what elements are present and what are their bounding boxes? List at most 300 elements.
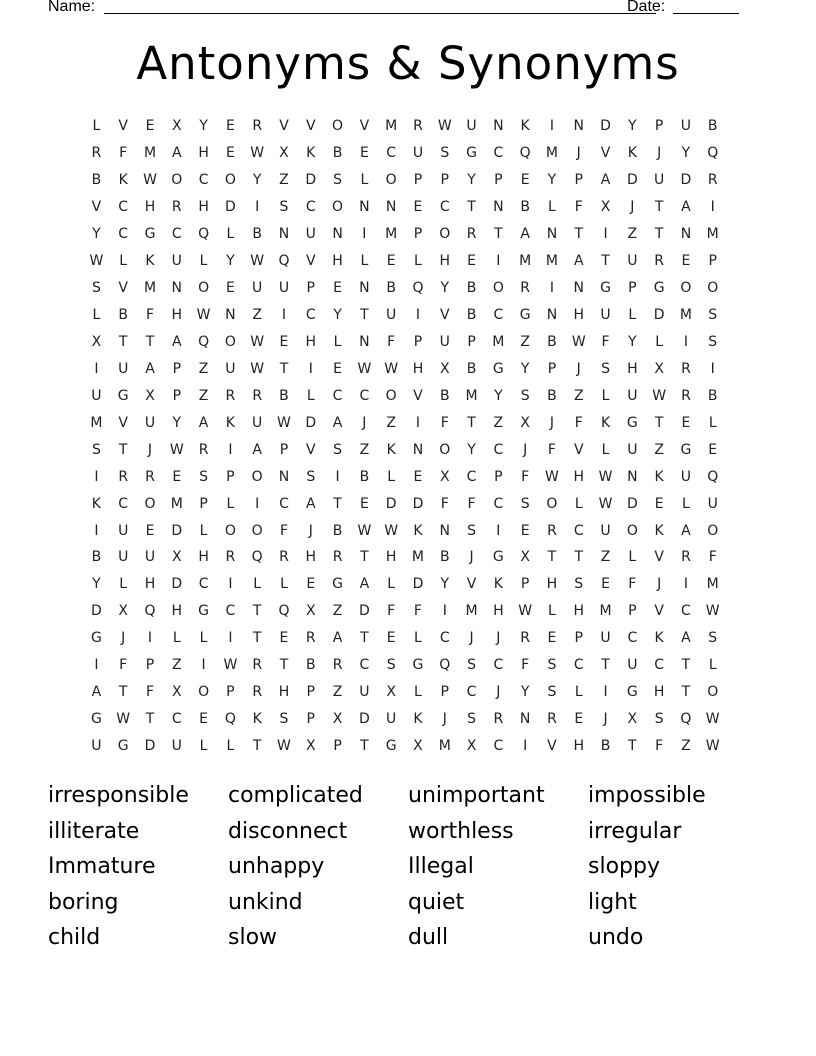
grid-letter[interactable]: C (439, 199, 450, 216)
grid-letter[interactable]: X (332, 711, 343, 728)
grid-letter[interactable]: N (359, 199, 370, 216)
grid-letter[interactable]: U (225, 360, 236, 377)
grid-letter[interactable]: F (521, 468, 530, 485)
grid-letter[interactable]: C (171, 711, 182, 728)
grid-letter[interactable]: N (493, 199, 504, 216)
grid-letter[interactable]: I (94, 522, 99, 539)
grid-letter[interactable]: U (466, 118, 477, 135)
grid-letter[interactable]: B (466, 360, 477, 377)
grid-letter[interactable]: L (601, 441, 610, 458)
grid-letter[interactable]: B (359, 468, 370, 485)
grid-letter[interactable]: R (252, 657, 263, 674)
grid-letter[interactable]: R (332, 549, 343, 566)
grid-letter[interactable]: I (362, 226, 367, 243)
grid-letter[interactable]: L (628, 549, 637, 566)
grid-letter[interactable]: L (414, 630, 422, 647)
grid-letter[interactable]: T (467, 199, 476, 216)
grid-letter[interactable]: J (576, 360, 581, 377)
grid-letter[interactable]: T (279, 360, 289, 377)
grid-letter[interactable]: B (305, 657, 316, 674)
grid-letter[interactable]: L (360, 172, 369, 189)
grid-letter[interactable]: H (573, 603, 584, 620)
grid-letter[interactable]: T (360, 630, 369, 647)
grid-letter[interactable]: C (198, 172, 209, 189)
grid-letter[interactable]: B (279, 387, 289, 404)
grid-letter[interactable]: S (91, 280, 101, 297)
grid-letter[interactable]: Z (627, 226, 638, 243)
grid-letter[interactable]: B (332, 522, 343, 539)
grid-letter[interactable]: B (547, 387, 557, 404)
grid-letter[interactable]: W (169, 441, 184, 458)
grid-letter[interactable]: C (627, 630, 638, 647)
grid-letter[interactable]: N (519, 711, 531, 728)
grid-letter[interactable]: H (198, 145, 209, 162)
grid-letter[interactable]: E (386, 630, 396, 647)
grid-letter[interactable]: R (681, 360, 691, 377)
grid-letter[interactable]: I (683, 576, 688, 593)
grid-letter[interactable]: H (385, 549, 397, 566)
grid-letter[interactable]: W (571, 333, 586, 350)
grid-letter[interactable]: F (628, 576, 637, 593)
grid-letter[interactable]: X (118, 603, 128, 620)
grid-letter[interactable]: O (707, 280, 719, 297)
grid-letter[interactable]: O (332, 118, 344, 135)
grid-letter[interactable]: N (546, 307, 558, 324)
grid-letter[interactable]: C (439, 630, 450, 647)
grid-letter[interactable]: E (225, 118, 235, 135)
grid-letter[interactable]: X (520, 414, 530, 431)
grid-letter[interactable]: J (308, 522, 313, 539)
grid-letter[interactable]: Z (332, 603, 343, 620)
grid-letter[interactable]: U (171, 253, 182, 270)
grid-letter[interactable]: U (600, 522, 611, 539)
grid-letter[interactable]: H (171, 307, 183, 324)
grid-letter[interactable]: D (305, 414, 317, 431)
grid-letter[interactable]: T (252, 630, 262, 647)
grid-letter[interactable]: U (627, 253, 638, 270)
grid-letter[interactable]: Y (440, 280, 450, 297)
grid-letter[interactable]: H (171, 603, 183, 620)
grid-letter[interactable]: S (601, 360, 610, 377)
grid-letter[interactable]: H (412, 360, 424, 377)
grid-letter[interactable]: P (413, 333, 423, 350)
grid-letter[interactable]: H (439, 253, 451, 270)
grid-letter[interactable]: W (250, 253, 265, 270)
grid-letter[interactable]: X (386, 684, 396, 701)
grid-letter[interactable]: I (549, 118, 555, 135)
grid-letter[interactable]: V (654, 549, 664, 566)
grid-letter[interactable]: L (574, 495, 583, 512)
grid-letter[interactable]: L (548, 603, 556, 620)
grid-letter[interactable]: F (387, 333, 396, 350)
grid-letter[interactable]: O (224, 172, 236, 189)
grid-letter[interactable]: S (520, 387, 530, 404)
grid-letter[interactable]: R (252, 387, 263, 404)
grid-letter[interactable]: T (252, 603, 262, 620)
grid-letter[interactable]: U (91, 738, 102, 755)
grid-letter[interactable]: Z (279, 172, 289, 189)
grid-letter[interactable]: H (278, 684, 290, 701)
grid-letter[interactable]: T (118, 333, 128, 350)
grid-letter[interactable]: E (279, 333, 289, 350)
grid-letter[interactable]: V (279, 118, 289, 135)
grid-letter[interactable]: R (252, 684, 263, 701)
grid-letter[interactable]: Y (681, 145, 691, 162)
grid-letter[interactable]: T (628, 738, 637, 755)
grid-letter[interactable]: Y (520, 360, 530, 377)
grid-letter[interactable]: W (277, 414, 291, 431)
grid-letter[interactable]: G (626, 684, 638, 701)
grid-letter[interactable]: X (171, 684, 182, 701)
grid-letter[interactable]: H (198, 549, 209, 566)
grid-letter[interactable]: U (627, 387, 638, 404)
grid-letter[interactable]: J (496, 684, 501, 701)
grid-letter[interactable]: K (225, 414, 235, 431)
grid-letter[interactable]: M (438, 738, 451, 755)
grid-letter[interactable]: L (199, 738, 208, 755)
grid-letter[interactable]: A (172, 145, 182, 162)
name-blank-line[interactable] (104, 13, 656, 14)
grid-letter[interactable]: O (492, 280, 504, 297)
grid-letter[interactable]: M (411, 549, 424, 566)
grid-letter[interactable]: Z (600, 549, 611, 566)
grid-letter[interactable]: D (144, 738, 156, 755)
grid-letter[interactable]: M (465, 603, 478, 620)
grid-letter[interactable]: C (305, 199, 316, 216)
grid-letter[interactable]: C (466, 684, 477, 701)
grid-letter[interactable]: R (305, 630, 316, 647)
grid-letter[interactable]: T (574, 549, 584, 566)
grid-letter[interactable]: Q (680, 711, 692, 728)
grid-letter[interactable]: J (576, 145, 581, 162)
grid-letter[interactable]: H (332, 253, 343, 270)
grid-letter[interactable]: B (707, 387, 718, 404)
grid-letter[interactable]: E (172, 468, 182, 485)
grid-letter[interactable]: R (279, 549, 289, 566)
grid-letter[interactable]: S (574, 576, 584, 593)
grid-letter[interactable]: T (360, 549, 369, 566)
grid-letter[interactable]: F (119, 145, 128, 162)
grid-letter[interactable]: W (652, 387, 667, 404)
grid-letter[interactable]: T (654, 199, 664, 216)
grid-letter[interactable]: C (198, 576, 209, 593)
grid-letter[interactable]: E (333, 360, 342, 377)
grid-letter[interactable]: A (681, 199, 691, 216)
grid-letter[interactable]: N (573, 118, 584, 135)
grid-letter[interactable]: R (466, 226, 477, 243)
grid-letter[interactable]: D (600, 118, 611, 135)
grid-letter[interactable]: K (118, 172, 128, 189)
grid-letter[interactable]: T (360, 738, 369, 755)
grid-letter[interactable]: G (492, 360, 504, 377)
grid-letter[interactable]: W (705, 711, 720, 728)
grid-letter[interactable]: G (412, 657, 424, 674)
grid-letter[interactable]: L (199, 253, 208, 270)
grid-letter[interactable]: M (143, 145, 157, 162)
grid-letter[interactable]: S (440, 145, 450, 162)
grid-letter[interactable]: P (440, 172, 449, 189)
grid-letter[interactable]: B (600, 738, 611, 755)
grid-letter[interactable]: O (707, 684, 719, 701)
grid-letter[interactable]: N (439, 522, 450, 539)
grid-letter[interactable]: D (171, 576, 183, 593)
grid-letter[interactable]: M (492, 333, 505, 350)
grid-letter[interactable]: Q (224, 711, 236, 728)
grid-letter[interactable]: Q (144, 603, 156, 620)
grid-letter[interactable]: P (494, 468, 503, 485)
grid-letter[interactable]: T (118, 441, 128, 458)
grid-letter[interactable]: J (147, 441, 153, 458)
grid-letter[interactable]: T (601, 657, 610, 674)
grid-letter[interactable]: W (223, 657, 238, 674)
grid-letter[interactable]: K (413, 711, 423, 728)
grid-letter[interactable]: U (118, 522, 129, 539)
grid-letter[interactable]: K (600, 414, 611, 431)
grid-letter[interactable]: S (333, 172, 343, 189)
grid-letter[interactable]: I (228, 630, 233, 647)
grid-letter[interactable]: A (681, 630, 691, 647)
grid-letter[interactable]: H (198, 199, 209, 216)
grid-letter[interactable]: C (493, 657, 504, 674)
grid-letter[interactable]: T (145, 711, 155, 728)
grid-letter[interactable]: E (654, 495, 664, 512)
grid-letter[interactable]: I (281, 307, 287, 324)
grid-letter[interactable]: E (413, 468, 423, 485)
grid-letter[interactable]: R (225, 549, 236, 566)
grid-letter[interactable]: I (255, 199, 260, 216)
grid-letter[interactable]: A (600, 172, 611, 189)
grid-letter[interactable]: T (681, 657, 691, 674)
grid-letter[interactable]: F (708, 549, 717, 566)
grid-letter[interactable]: U (278, 280, 290, 297)
grid-letter[interactable]: X (279, 145, 289, 162)
grid-letter[interactable]: Z (359, 441, 370, 458)
grid-letter[interactable]: L (628, 307, 637, 324)
grid-letter[interactable]: W (437, 118, 452, 135)
grid-letter[interactable]: U (627, 441, 638, 458)
grid-letter[interactable]: C (279, 495, 289, 512)
grid-letter[interactable]: Z (198, 387, 209, 404)
grid-letter[interactable]: J (657, 576, 662, 593)
grid-letter[interactable]: H (144, 199, 156, 216)
grid-letter[interactable]: J (657, 145, 662, 162)
grid-letter[interactable]: P (494, 172, 503, 189)
grid-letter[interactable]: X (91, 333, 102, 350)
grid-letter[interactable]: F (521, 657, 530, 674)
grid-letter[interactable]: U (386, 711, 397, 728)
grid-letter[interactable]: Y (628, 118, 637, 135)
grid-letter[interactable]: K (91, 495, 101, 512)
grid-letter[interactable]: P (654, 118, 664, 135)
grid-letter[interactable]: C (359, 657, 370, 674)
grid-letter[interactable]: V (305, 441, 316, 458)
grid-letter[interactable]: V (359, 118, 370, 135)
grid-letter[interactable]: C (573, 657, 584, 674)
grid-letter[interactable]: X (305, 738, 316, 755)
grid-letter[interactable]: M (599, 603, 612, 620)
grid-letter[interactable]: L (360, 253, 369, 270)
grid-letter[interactable]: J (121, 630, 126, 647)
grid-letter[interactable]: R (171, 199, 182, 216)
grid-letter[interactable]: T (145, 333, 155, 350)
grid-letter[interactable]: S (654, 711, 664, 728)
grid-letter[interactable]: E (520, 172, 530, 189)
grid-letter[interactable]: L (414, 253, 422, 270)
grid-letter[interactable]: X (466, 738, 477, 755)
grid-letter[interactable]: V (547, 738, 557, 755)
grid-letter[interactable]: V (600, 145, 611, 162)
grid-letter[interactable]: I (523, 738, 528, 755)
grid-letter[interactable]: T (252, 738, 262, 755)
grid-letter[interactable]: C (171, 226, 182, 243)
grid-letter[interactable]: G (90, 711, 102, 728)
grid-letter[interactable]: L (387, 576, 396, 593)
grid-letter[interactable]: Y (172, 414, 182, 431)
grid-letter[interactable]: P (333, 738, 342, 755)
grid-letter[interactable]: P (547, 360, 557, 377)
grid-letter[interactable]: E (601, 576, 610, 593)
grid-letter[interactable]: O (707, 522, 719, 539)
grid-letter[interactable]: L (226, 495, 235, 512)
grid-letter[interactable]: V (118, 280, 128, 297)
grid-letter[interactable]: F (547, 441, 556, 458)
grid-letter[interactable]: P (306, 684, 315, 701)
grid-letter[interactable]: K (413, 522, 423, 539)
grid-letter[interactable]: O (144, 495, 156, 512)
grid-letter[interactable]: B (466, 307, 477, 324)
grid-letter[interactable]: M (545, 145, 558, 162)
grid-letter[interactable]: K (654, 522, 664, 539)
grid-letter[interactable]: M (706, 226, 719, 243)
grid-letter[interactable]: T (118, 684, 128, 701)
grid-letter[interactable]: L (387, 468, 396, 485)
grid-letter[interactable]: Y (252, 172, 262, 189)
grid-letter[interactable]: T (547, 549, 557, 566)
grid-letter[interactable]: O (198, 280, 210, 297)
grid-letter[interactable]: X (520, 549, 530, 566)
grid-letter[interactable]: I (603, 684, 608, 701)
grid-letter[interactable]: E (547, 630, 557, 647)
grid-letter[interactable]: J (496, 630, 501, 647)
grid-letter[interactable]: F (655, 738, 664, 755)
grid-letter[interactable]: Q (198, 333, 210, 350)
grid-letter[interactable]: U (600, 307, 611, 324)
grid-letter[interactable]: E (574, 711, 584, 728)
grid-letter[interactable]: S (333, 441, 343, 458)
grid-letter[interactable]: A (332, 414, 343, 431)
grid-letter[interactable]: M (385, 226, 398, 243)
grid-letter[interactable]: G (492, 549, 504, 566)
grid-letter[interactable]: S (279, 199, 289, 216)
grid-letter[interactable]: G (600, 280, 611, 297)
grid-letter[interactable]: C (305, 307, 316, 324)
grid-letter[interactable]: L (92, 307, 101, 324)
grid-letter[interactable]: A (91, 684, 102, 701)
grid-letter[interactable]: P (413, 172, 423, 189)
grid-letter[interactable]: H (653, 684, 665, 701)
grid-letter[interactable]: W (357, 360, 372, 377)
grid-letter[interactable]: C (466, 468, 477, 485)
grid-letter[interactable]: B (439, 387, 450, 404)
grid-letter[interactable]: S (467, 711, 476, 728)
grid-letter[interactable]: Y (547, 172, 557, 189)
grid-letter[interactable]: V (305, 118, 316, 135)
grid-letter[interactable]: G (198, 603, 210, 620)
grid-letter[interactable]: P (628, 280, 637, 297)
grid-letter[interactable]: W (705, 738, 720, 755)
grid-letter[interactable]: Z (573, 387, 584, 404)
grid-letter[interactable]: B (520, 199, 530, 216)
grid-letter[interactable]: I (496, 253, 501, 270)
grid-letter[interactable]: P (708, 253, 717, 270)
grid-letter[interactable]: E (520, 522, 530, 539)
grid-letter[interactable]: Y (333, 307, 342, 324)
grid-letter[interactable]: F (413, 603, 422, 620)
grid-letter[interactable]: W (250, 145, 265, 162)
grid-letter[interactable]: K (252, 711, 262, 728)
grid-letter[interactable]: O (171, 172, 183, 189)
grid-letter[interactable]: L (119, 576, 128, 593)
grid-letter[interactable]: D (385, 495, 397, 512)
grid-letter[interactable]: I (94, 360, 99, 377)
grid-letter[interactable]: I (710, 360, 715, 377)
grid-letter[interactable]: R (91, 145, 102, 162)
grid-letter[interactable]: I (683, 333, 688, 350)
grid-letter[interactable]: Y (520, 684, 530, 701)
grid-letter[interactable]: E (708, 441, 718, 458)
grid-letter[interactable]: J (469, 630, 474, 647)
grid-letter[interactable]: L (226, 226, 235, 243)
grid-letter[interactable]: U (144, 414, 156, 431)
grid-letter[interactable]: K (520, 118, 530, 135)
grid-letter[interactable]: G (332, 576, 343, 593)
grid-letter[interactable]: Q (251, 549, 263, 566)
grid-letter[interactable]: U (171, 738, 182, 755)
grid-letter[interactable]: G (385, 738, 397, 755)
grid-letter[interactable]: R (118, 468, 129, 485)
grid-letter[interactable]: S (708, 630, 718, 647)
grid-letter[interactable]: U (627, 657, 638, 674)
grid-letter[interactable]: K (654, 468, 664, 485)
grid-letter[interactable]: W (196, 307, 211, 324)
grid-letter[interactable]: P (574, 172, 583, 189)
grid-letter[interactable]: R (681, 549, 691, 566)
grid-letter[interactable]: R (252, 118, 263, 135)
grid-letter[interactable]: T (279, 657, 289, 674)
grid-letter[interactable]: O (546, 495, 558, 512)
grid-letter[interactable]: E (467, 253, 476, 270)
grid-letter[interactable]: C (493, 441, 504, 458)
grid-letter[interactable]: D (171, 522, 183, 539)
grid-letter[interactable]: A (332, 630, 343, 647)
grid-letter[interactable]: N (385, 199, 397, 216)
grid-letter[interactable]: M (90, 414, 103, 431)
grid-letter[interactable]: M (679, 307, 692, 324)
grid-letter[interactable]: P (413, 226, 423, 243)
grid-letter[interactable]: U (359, 684, 370, 701)
grid-letter[interactable]: P (520, 576, 530, 593)
grid-letter[interactable]: S (547, 684, 557, 701)
grid-letter[interactable]: M (143, 280, 157, 297)
grid-letter[interactable]: W (250, 333, 265, 350)
grid-letter[interactable]: W (545, 468, 559, 485)
grid-letter[interactable]: B (118, 307, 128, 324)
grid-letter[interactable]: S (708, 307, 718, 324)
grid-letter[interactable]: T (467, 414, 476, 431)
grid-letter[interactable]: R (493, 711, 504, 728)
grid-letter[interactable]: G (144, 226, 156, 243)
grid-letter[interactable]: C (493, 738, 504, 755)
